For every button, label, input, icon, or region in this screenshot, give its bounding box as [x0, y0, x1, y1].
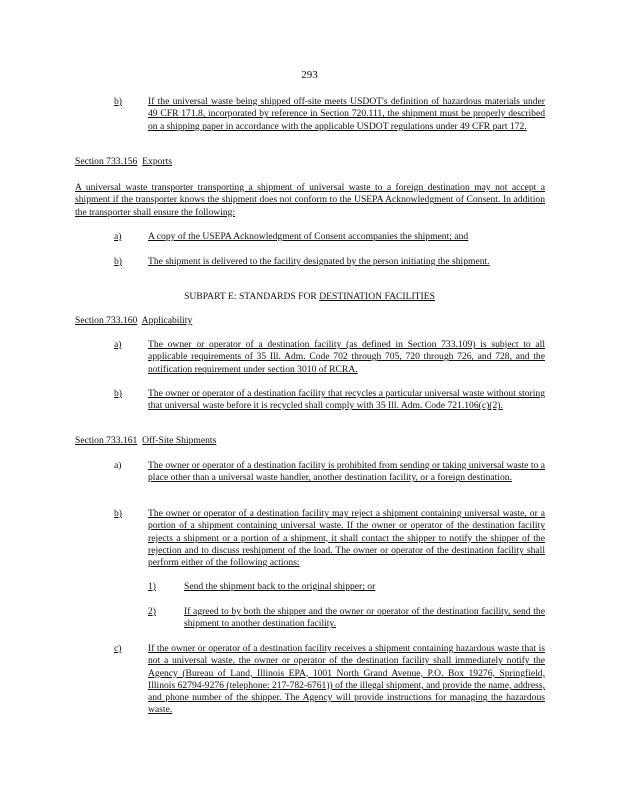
item-label: c): [114, 643, 122, 654]
paragraph-156-a: A copy of the USEPA Acknowledgment of Consent accompanies the shipment; and: [148, 231, 469, 242]
section-title: Off-Site Shipments: [142, 435, 217, 446]
item-label: b): [114, 256, 122, 267]
section-heading-733-156: [75, 156, 172, 168]
paragraph-161-a: The owner or operator of a destination facility is prohibited from sending or taking universal waste to a place other than a universal waste handler, another destination facility, or a foreign destination.: [148, 460, 545, 484]
item-label: b): [114, 508, 122, 519]
subpart-heading: [0, 291, 619, 303]
section-number: Section 733.160: [75, 315, 138, 326]
subitem-label: 1): [148, 581, 156, 592]
section-733-156-intro: A universal waste transporter transporting a shipment of universal waste to a foreign destination may not accept a shipment if the transporter knows the shipment does not conform to the USEPA Acknowledgment of Consent. In addition the transporter shall ensure the following:: [75, 182, 545, 218]
paragraph-161-b-1: Send the shipment back to the original shipper; or: [184, 581, 376, 592]
paragraph-161-c: If the owner or operator of a destination facility receives a shipment containing hazardous waste that is not a universal waste, the owner or operator of the destination facility shall immediately notify the Agency (Bureau of Land, Illinois EPA, 1001 North Grand Avenue, P.O. Box 19276, Springfield, Illinois 62794-9276 (telephone: 217-782-6761)) of the illegal shipment, and provide the name, address, and phone number of the shipper. The Agency will provide instructions for managing the hazardous waste.: [148, 643, 545, 716]
paragraph-161-b-2: If agreed to by both the shipper and the owner or operator of the destination facility, send the shipment to another destination facility.: [184, 606, 545, 630]
section-number: Section 733.156: [75, 156, 138, 167]
page-number: 293: [301, 69, 318, 81]
subpart-title-prefix: SUBPART E: STANDARDS FOR: [184, 291, 320, 302]
section-title: Applicability: [141, 315, 193, 326]
subpart-title-underlined: DESTINATION FACILITIES: [319, 291, 435, 302]
item-label: a): [114, 231, 122, 242]
section-number: Section 733.161: [75, 435, 138, 446]
paragraph-161-b: The owner or operator of a destination facility may reject a shipment containing universal waste, or a portion of a shipment containing universal waste. If the owner or operator of the destination facility rejects a shipment or a portion of a shipment, it shall contact the shipper to notify the shipper of the rejection and to discuss reshipment of the load. The owner or operator of the destination facility shall perform either of the following actions:: [148, 508, 545, 569]
item-label: a): [114, 460, 122, 471]
section-heading-733-160: [75, 315, 192, 327]
section-title: Exports: [142, 156, 173, 167]
paragraph-b-top: If the universal waste being shipped off-site meets USDOT's definition of hazardous materials under 49 CFR 171.8, incorporated by reference in Section 720.111, the shipment must be properly described on a shipping paper in accordance with the applicable USDOT regulations under 49 CFR part 172.: [148, 96, 545, 132]
item-label: b): [114, 96, 122, 107]
paragraph-160-a: The owner or operator of a destination facility (as defined in Section 733.109) is subject to all applicable requirements of 35 Ill. Adm. Code 702 through 705, 720 through 726, and 728, and the notification requirement under section 3010 of RCRA.: [148, 339, 545, 375]
item-label: b): [114, 388, 122, 399]
item-label: a): [114, 339, 122, 350]
paragraph-160-b: The owner or operator of a destination facility that recycles a particular universal waste without storing that universal waste before it is recycled shall comply with 35 Ill. Adm. Code 721.106(c)(2).: [148, 388, 545, 412]
paragraph-156-b: The shipment is delivered to the facility designated by the person initiating the shipment.: [148, 256, 490, 267]
section-heading-733-161: [75, 435, 216, 447]
subitem-label: 2): [148, 606, 156, 617]
